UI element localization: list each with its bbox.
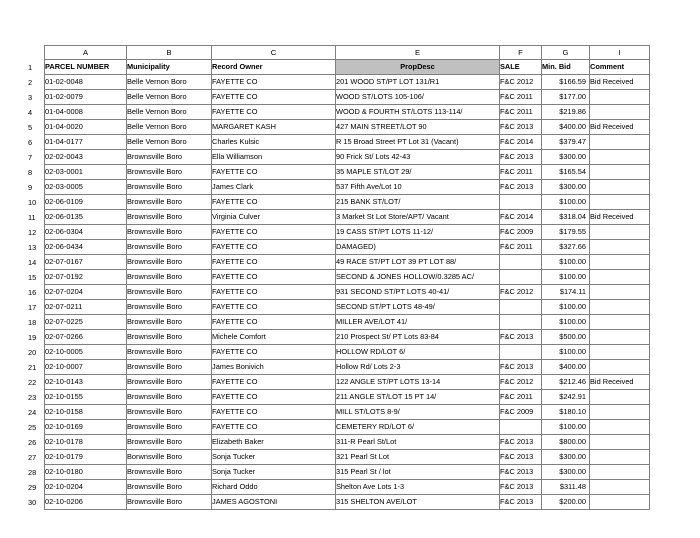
cell-parcel-number[interactable]: 02-07-0192 — [45, 270, 127, 285]
header-cell-min-bid[interactable]: Min. Bid — [542, 60, 590, 75]
cell-comment[interactable] — [590, 465, 650, 480]
cell-record-owner[interactable]: Sonja Tucker — [212, 465, 336, 480]
cell-parcel-number[interactable]: 02-06-0135 — [45, 210, 127, 225]
cell-prop-desc[interactable]: 19 CASS ST/PT LOTS 11-12/ — [336, 225, 500, 240]
row-number[interactable]: 6 — [28, 135, 45, 150]
cell-min-bid[interactable]: $177.00 — [542, 90, 590, 105]
cell-municipality[interactable]: Brownsville Boro — [127, 285, 212, 300]
table-header-row — [28, 60, 650, 75]
cell-sale[interactable]: F&C 2011 — [500, 240, 542, 255]
row-number[interactable]: 9 — [28, 180, 45, 195]
cell-comment[interactable] — [590, 315, 650, 330]
column-header-f[interactable]: F — [500, 46, 542, 60]
cell-sale[interactable] — [500, 315, 542, 330]
cell-sale[interactable]: F&C 2013 — [500, 495, 542, 510]
cell-prop-desc[interactable]: 49 RACE ST/PT LOT 39 PT LOT 88/ — [336, 255, 500, 270]
cell-municipality[interactable]: Brownsville Boro — [127, 270, 212, 285]
cell-min-bid[interactable]: $180.10 — [542, 405, 590, 420]
cell-prop-desc[interactable]: 931 SECOND ST/PT LOTS 40-41/ — [336, 285, 500, 300]
cell-record-owner[interactable]: FAYETTE CO — [212, 285, 336, 300]
cell-prop-desc[interactable]: 122 ANGLE ST/PT LOTS 13-14 — [336, 375, 500, 390]
table-row — [28, 390, 650, 405]
cell-sale[interactable]: F&C 2013 — [500, 120, 542, 135]
cell-comment[interactable] — [590, 495, 650, 510]
cell-parcel-number[interactable]: 02-06-0109 — [45, 195, 127, 210]
cell-comment[interactable] — [590, 255, 650, 270]
table-row — [28, 255, 650, 270]
cell-prop-desc[interactable]: 215 BANK ST/LOT/ — [336, 195, 500, 210]
cell-prop-desc[interactable]: WOOD & FOURTH ST/LOTS 113-114/ — [336, 105, 500, 120]
row-number[interactable]: 22 — [28, 375, 45, 390]
row-number[interactable]: 19 — [28, 330, 45, 345]
row-number[interactable]: 27 — [28, 450, 45, 465]
table-row — [28, 135, 650, 150]
cell-prop-desc[interactable]: CEMETERY RD/LOT 6/ — [336, 420, 500, 435]
cell-min-bid[interactable]: $300.00 — [542, 150, 590, 165]
cell-prop-desc[interactable]: MILLER AVE/LOT 41/ — [336, 315, 500, 330]
cell-municipality[interactable]: Belle Vernon Boro — [127, 105, 212, 120]
header-cell-prop-desc[interactable]: PropDesc — [336, 60, 500, 75]
cell-record-owner[interactable]: FAYETTE CO — [212, 255, 336, 270]
cell-record-owner[interactable]: FAYETTE CO — [212, 105, 336, 120]
cell-municipality[interactable]: Brownsville Boro — [127, 255, 212, 270]
row-number[interactable]: 29 — [28, 480, 45, 495]
table-row — [28, 75, 650, 90]
cell-municipality[interactable]: Brownsville Boro — [127, 390, 212, 405]
cell-parcel-number[interactable]: 02-10-0169 — [45, 420, 127, 435]
cell-min-bid[interactable]: $165.54 — [542, 165, 590, 180]
cell-sale[interactable] — [500, 195, 542, 210]
cell-sale[interactable]: F&C 2013 — [500, 465, 542, 480]
table-row — [28, 165, 650, 180]
cell-sale[interactable]: F&C 2013 — [500, 150, 542, 165]
table-row — [28, 210, 650, 225]
cell-municipality[interactable]: Brownsville Boro — [127, 495, 212, 510]
cell-record-owner[interactable]: JAMES AGOSTONI — [212, 495, 336, 510]
cell-parcel-number[interactable]: 02-10-0007 — [45, 360, 127, 375]
row-number[interactable]: 13 — [28, 240, 45, 255]
cell-min-bid[interactable]: $242.91 — [542, 390, 590, 405]
cell-comment[interactable] — [590, 270, 650, 285]
table-row — [28, 465, 650, 480]
table-row — [28, 360, 650, 375]
cell-prop-desc[interactable]: 211 ANGLE ST/LOT 15 PT 14/ — [336, 390, 500, 405]
row-number[interactable]: 17 — [28, 300, 45, 315]
cell-record-owner[interactable]: Elizabeth Baker — [212, 435, 336, 450]
cell-parcel-number[interactable]: 02-10-0155 — [45, 390, 127, 405]
cell-municipality[interactable]: Brownsville Boro — [127, 330, 212, 345]
table-row — [28, 420, 650, 435]
cell-min-bid[interactable]: $311.48 — [542, 480, 590, 495]
cell-min-bid[interactable]: $379.47 — [542, 135, 590, 150]
cell-municipality[interactable]: Belle Vernon Boro — [127, 75, 212, 90]
column-header-g[interactable]: G — [542, 46, 590, 60]
cell-parcel-number[interactable]: 02-03-0001 — [45, 165, 127, 180]
cell-comment[interactable] — [590, 450, 650, 465]
cell-municipality[interactable]: Brownsville Boro — [127, 435, 212, 450]
cell-parcel-number[interactable]: 01-04-0008 — [45, 105, 127, 120]
cell-prop-desc[interactable]: 35 MAPLE ST/LOT 29/ — [336, 165, 500, 180]
cell-record-owner[interactable]: FAYETTE CO — [212, 165, 336, 180]
cell-record-owner[interactable]: FAYETTE CO — [212, 420, 336, 435]
row-number[interactable]: 2 — [28, 75, 45, 90]
cell-min-bid[interactable]: $100.00 — [542, 420, 590, 435]
cell-record-owner[interactable]: FAYETTE CO — [212, 240, 336, 255]
column-header-b[interactable]: B — [127, 46, 212, 60]
column-header-c[interactable]: C — [212, 46, 336, 60]
cell-record-owner[interactable]: MARGARET KASH — [212, 120, 336, 135]
cell-parcel-number[interactable]: 01-04-0177 — [45, 135, 127, 150]
cell-parcel-number[interactable]: 02-07-0204 — [45, 285, 127, 300]
parcel-table — [28, 45, 650, 510]
cell-record-owner[interactable]: FAYETTE CO — [212, 225, 336, 240]
cell-parcel-number[interactable]: 02-10-0158 — [45, 405, 127, 420]
cell-municipality[interactable]: Brownsville Boro — [127, 165, 212, 180]
cell-record-owner[interactable]: FAYETTE CO — [212, 300, 336, 315]
cell-parcel-number[interactable]: 02-10-0143 — [45, 375, 127, 390]
cell-municipality[interactable]: Brownsville Boro — [127, 465, 212, 480]
column-header-i[interactable]: I — [590, 46, 650, 60]
cell-comment[interactable] — [590, 240, 650, 255]
cell-comment[interactable] — [590, 105, 650, 120]
table-row — [28, 120, 650, 135]
cell-record-owner[interactable]: FAYETTE CO — [212, 195, 336, 210]
header-cell-parcel-number[interactable]: PARCEL NUMBER — [45, 60, 127, 75]
cell-min-bid[interactable]: $400.00 — [542, 360, 590, 375]
cell-min-bid[interactable]: $318.04 — [542, 210, 590, 225]
cell-parcel-number[interactable]: 02-10-0204 — [45, 480, 127, 495]
cell-parcel-number[interactable]: 02-10-0005 — [45, 345, 127, 360]
cell-sale[interactable]: F&C 2012 — [500, 285, 542, 300]
cell-comment[interactable]: Bid Received — [590, 120, 650, 135]
cell-prop-desc[interactable]: 537 Fifth Ave/Lot 10 — [336, 180, 500, 195]
cell-sale[interactable] — [500, 300, 542, 315]
cell-parcel-number[interactable]: 01-04-0020 — [45, 120, 127, 135]
cell-comment[interactable]: Bid Received — [590, 375, 650, 390]
table-row — [28, 150, 650, 165]
cell-record-owner[interactable]: Michele Comfort — [212, 330, 336, 345]
cell-municipality[interactable]: Brownsville Boro — [127, 315, 212, 330]
cell-sale[interactable]: F&C 2013 — [500, 450, 542, 465]
cell-municipality[interactable]: Brownsville Boro — [127, 420, 212, 435]
table-row — [28, 330, 650, 345]
cell-comment[interactable] — [590, 150, 650, 165]
column-header-row — [28, 46, 650, 60]
cell-prop-desc[interactable]: WOOD ST/LOTS 105-106/ — [336, 90, 500, 105]
row-number[interactable]: 24 — [28, 405, 45, 420]
cell-min-bid[interactable]: $327.66 — [542, 240, 590, 255]
row-number[interactable]: 14 — [28, 255, 45, 270]
cell-municipality[interactable]: Brownsville Boro — [127, 360, 212, 375]
cell-record-owner[interactable]: James Bonivich — [212, 360, 336, 375]
table-row — [28, 450, 650, 465]
cell-comment[interactable] — [590, 225, 650, 240]
cell-prop-desc[interactable]: 210 Prospect St/ PT Lots 83-84 — [336, 330, 500, 345]
cell-prop-desc[interactable]: 3 Market St Lot Store/APT/ Vacant — [336, 210, 500, 225]
cell-min-bid[interactable]: $219.86 — [542, 105, 590, 120]
cell-parcel-number[interactable]: 02-02-0043 — [45, 150, 127, 165]
row-number[interactable]: 1 — [28, 60, 45, 75]
cell-municipality[interactable]: Brownsville Boro — [127, 195, 212, 210]
cell-sale[interactable]: F&C 2011 — [500, 390, 542, 405]
cell-sale[interactable] — [500, 255, 542, 270]
row-number[interactable]: 3 — [28, 90, 45, 105]
cell-sale[interactable]: F&C 2013 — [500, 180, 542, 195]
cell-comment[interactable] — [590, 165, 650, 180]
cell-municipality[interactable]: Belle Vernon Boro — [127, 90, 212, 105]
cell-comment[interactable] — [590, 195, 650, 210]
cell-prop-desc[interactable]: 90 Frick St/ Lots 42-43 — [336, 150, 500, 165]
cell-sale[interactable]: F&C 2013 — [500, 360, 542, 375]
cell-min-bid[interactable]: $100.00 — [542, 270, 590, 285]
row-number[interactable]: 8 — [28, 165, 45, 180]
row-number[interactable]: 16 — [28, 285, 45, 300]
table-row — [28, 345, 650, 360]
cell-min-bid[interactable]: $200.00 — [542, 495, 590, 510]
cell-municipality[interactable]: Brownsville Boro — [127, 405, 212, 420]
column-header-e[interactable]: E — [336, 46, 500, 60]
cell-prop-desc[interactable]: MILL ST/LOTS 8-9/ — [336, 405, 500, 420]
row-number[interactable]: 21 — [28, 360, 45, 375]
cell-prop-desc[interactable]: 315 Pearl St / lot — [336, 465, 500, 480]
cell-record-owner[interactable]: FAYETTE CO — [212, 405, 336, 420]
cell-prop-desc[interactable]: DAMAGED) — [336, 240, 500, 255]
cell-municipality[interactable]: Brownsville Boro — [127, 345, 212, 360]
cell-sale[interactable]: F&C 2012 — [500, 375, 542, 390]
row-number[interactable]: 28 — [28, 465, 45, 480]
cell-municipality[interactable]: Brownsville Boro — [127, 180, 212, 195]
cell-parcel-number[interactable]: 02-10-0206 — [45, 495, 127, 510]
cell-prop-desc[interactable]: 427 MAIN STREET/LOT 90 — [336, 120, 500, 135]
cell-min-bid[interactable]: $400.00 — [542, 120, 590, 135]
header-cell-record-owner[interactable]: Record Owner — [212, 60, 336, 75]
cell-sale[interactable]: F&C 2011 — [500, 165, 542, 180]
cell-prop-desc[interactable]: 201 WOOD ST/PT LOT 131/R1 — [336, 75, 500, 90]
select-all-corner[interactable] — [28, 46, 45, 60]
row-number[interactable]: 25 — [28, 420, 45, 435]
cell-sale[interactable]: F&C 2009 — [500, 225, 542, 240]
cell-record-owner[interactable]: Charles Kulsic — [212, 135, 336, 150]
cell-municipality[interactable]: Brownsville Boro — [127, 375, 212, 390]
table-row — [28, 270, 650, 285]
cell-min-bid[interactable]: $800.00 — [542, 435, 590, 450]
table-row — [28, 225, 650, 240]
cell-prop-desc[interactable]: HOLLOW RD/LOT 6/ — [336, 345, 500, 360]
cell-min-bid[interactable]: $100.00 — [542, 345, 590, 360]
table-row — [28, 480, 650, 495]
cell-sale[interactable]: F&C 2013 — [500, 435, 542, 450]
cell-record-owner[interactable]: FAYETTE CO — [212, 390, 336, 405]
cell-record-owner[interactable]: James Clark — [212, 180, 336, 195]
table-row — [28, 240, 650, 255]
cell-parcel-number[interactable]: 02-06-0434 — [45, 240, 127, 255]
header-cell-sale[interactable]: SALE — [500, 60, 542, 75]
cell-municipality[interactable]: Brownsville Boro — [127, 210, 212, 225]
cell-sale[interactable]: F&C 2011 — [500, 105, 542, 120]
cell-parcel-number[interactable]: 02-07-0266 — [45, 330, 127, 345]
cell-prop-desc[interactable]: 311-R Pearl St/Lot — [336, 435, 500, 450]
row-number[interactable]: 20 — [28, 345, 45, 360]
cell-record-owner[interactable]: Richard Oddo — [212, 480, 336, 495]
cell-parcel-number[interactable]: 01-02-0048 — [45, 75, 127, 90]
cell-municipality[interactable]: Brownsville Boro — [127, 300, 212, 315]
cell-comment[interactable] — [590, 135, 650, 150]
cell-min-bid[interactable]: $100.00 — [542, 300, 590, 315]
row-number[interactable]: 12 — [28, 225, 45, 240]
cell-comment[interactable] — [590, 330, 650, 345]
row-number[interactable]: 7 — [28, 150, 45, 165]
table-row — [28, 300, 650, 315]
cell-prop-desc[interactable]: SECOND ST/PT LOTS 48-49/ — [336, 300, 500, 315]
cell-record-owner[interactable]: FAYETTE CO — [212, 75, 336, 90]
header-cell-municipality[interactable]: Municipality — [127, 60, 212, 75]
cell-municipality[interactable]: Belle Vernon Boro — [127, 135, 212, 150]
row-number[interactable]: 4 — [28, 105, 45, 120]
cell-municipality[interactable]: Borwnsville Boro — [127, 450, 212, 465]
cell-comment[interactable] — [590, 360, 650, 375]
cell-record-owner[interactable]: Sonja Tucker — [212, 450, 336, 465]
cell-min-bid[interactable]: $166.59 — [542, 75, 590, 90]
cell-record-owner[interactable]: FAYETTE CO — [212, 315, 336, 330]
cell-min-bid[interactable]: $500.00 — [542, 330, 590, 345]
cell-comment[interactable] — [590, 90, 650, 105]
cell-comment[interactable]: Bid Received — [590, 210, 650, 225]
cell-min-bid[interactable]: $179.55 — [542, 225, 590, 240]
table-row — [28, 105, 650, 120]
cell-min-bid[interactable]: $300.00 — [542, 450, 590, 465]
cell-record-owner[interactable]: FAYETTE CO — [212, 90, 336, 105]
cell-sale[interactable]: F&C 2012 — [500, 75, 542, 90]
cell-record-owner[interactable]: Virginia Culver — [212, 210, 336, 225]
cell-parcel-number[interactable]: 02-03-0005 — [45, 180, 127, 195]
row-number[interactable]: 11 — [28, 210, 45, 225]
row-number[interactable]: 26 — [28, 435, 45, 450]
cell-parcel-number[interactable]: 02-07-0211 — [45, 300, 127, 315]
cell-prop-desc[interactable]: 315 SHELTON AVE/LOT — [336, 495, 500, 510]
cell-sale[interactable] — [500, 420, 542, 435]
cell-min-bid[interactable]: $300.00 — [542, 180, 590, 195]
cell-municipality[interactable]: Brownsville Boro — [127, 240, 212, 255]
cell-sale[interactable]: F&C 2014 — [500, 210, 542, 225]
row-number[interactable]: 23 — [28, 390, 45, 405]
table-row — [28, 90, 650, 105]
cell-municipality[interactable]: Brownsville Boro — [127, 150, 212, 165]
cell-sale[interactable]: F&C 2011 — [500, 90, 542, 105]
cell-sale[interactable]: F&C 2013 — [500, 330, 542, 345]
cell-min-bid[interactable]: $212.46 — [542, 375, 590, 390]
table-row — [28, 435, 650, 450]
cell-parcel-number[interactable]: 02-06-0304 — [45, 225, 127, 240]
cell-record-owner[interactable]: FAYETTE CO — [212, 375, 336, 390]
cell-municipality[interactable]: Brownsville Boro — [127, 480, 212, 495]
cell-parcel-number[interactable]: 02-10-0180 — [45, 465, 127, 480]
cell-parcel-number[interactable]: 02-10-0178 — [45, 435, 127, 450]
cell-min-bid[interactable]: $100.00 — [542, 255, 590, 270]
cell-comment[interactable] — [590, 345, 650, 360]
cell-comment[interactable] — [590, 180, 650, 195]
cell-comment[interactable] — [590, 480, 650, 495]
cell-comment[interactable] — [590, 300, 650, 315]
cell-min-bid[interactable]: $100.00 — [542, 195, 590, 210]
cell-municipality[interactable]: Brownsville Boro — [127, 225, 212, 240]
cell-sale[interactable]: F&C 2014 — [500, 135, 542, 150]
cell-sale[interactable] — [500, 270, 542, 285]
column-header-a[interactable]: A — [45, 46, 127, 60]
cell-prop-desc[interactable]: R 15 Broad Street PT Lot 31 (Vacant) — [336, 135, 500, 150]
header-cell-comment[interactable]: Comment — [590, 60, 650, 75]
cell-comment[interactable]: Bid Received — [590, 75, 650, 90]
cell-sale[interactable]: F&C 2013 — [500, 480, 542, 495]
table-row — [28, 405, 650, 420]
cell-prop-desc[interactable]: SECOND & JONES HOLLOW/0.3285 AC/ — [336, 270, 500, 285]
cell-min-bid[interactable]: $100.00 — [542, 315, 590, 330]
table-row — [28, 375, 650, 390]
cell-record-owner[interactable]: FAYETTE CO — [212, 345, 336, 360]
cell-comment[interactable] — [590, 420, 650, 435]
table-row — [28, 285, 650, 300]
cell-parcel-number[interactable]: 02-10-0179 — [45, 450, 127, 465]
cell-min-bid[interactable]: $174.11 — [542, 285, 590, 300]
table-row — [28, 180, 650, 195]
cell-parcel-number[interactable]: 01-02-0079 — [45, 90, 127, 105]
cell-comment[interactable] — [590, 285, 650, 300]
cell-min-bid[interactable]: $300.00 — [542, 465, 590, 480]
cell-prop-desc[interactable]: Shelton Ave Lots 1-3 — [336, 480, 500, 495]
table-row — [28, 195, 650, 210]
cell-parcel-number[interactable]: 02-07-0167 — [45, 255, 127, 270]
cell-municipality[interactable]: Belle Vernon Boro — [127, 120, 212, 135]
cell-record-owner[interactable]: Ella Williamson — [212, 150, 336, 165]
cell-sale[interactable] — [500, 345, 542, 360]
cell-comment[interactable] — [590, 435, 650, 450]
row-number[interactable]: 30 — [28, 495, 45, 510]
row-number[interactable]: 15 — [28, 270, 45, 285]
cell-comment[interactable] — [590, 390, 650, 405]
row-number[interactable]: 10 — [28, 195, 45, 210]
cell-record-owner[interactable]: FAYETTE CO — [212, 270, 336, 285]
row-number[interactable]: 5 — [28, 120, 45, 135]
cell-parcel-number[interactable]: 02-07-0225 — [45, 315, 127, 330]
cell-sale[interactable]: F&C 2009 — [500, 405, 542, 420]
cell-prop-desc[interactable]: 321 Pearl St Lot — [336, 450, 500, 465]
cell-comment[interactable] — [590, 405, 650, 420]
spreadsheet-grid — [28, 45, 650, 510]
row-number[interactable]: 18 — [28, 315, 45, 330]
table-row — [28, 495, 650, 510]
cell-prop-desc[interactable]: Hollow Rd/ Lots 2-3 — [336, 360, 500, 375]
table-row — [28, 315, 650, 330]
